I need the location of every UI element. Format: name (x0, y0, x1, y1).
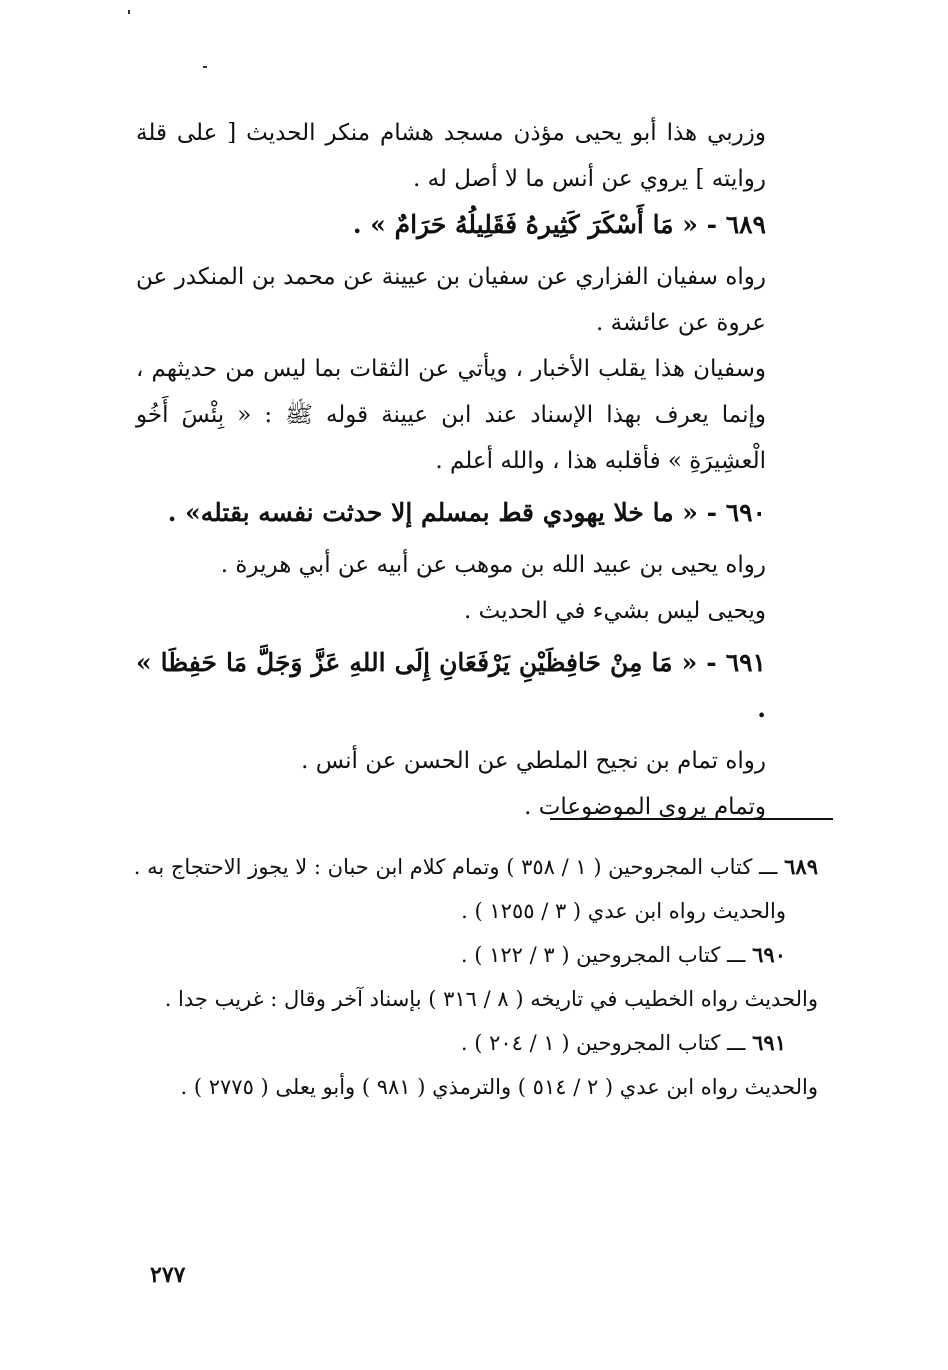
paragraph: وزربي هذا أبو يحيى مؤذن مسجد هشام منكر الحديث [ على قلة روايته ] يروي عن أنس ما لا أصل له . (136, 120, 766, 192)
page-number: ٢٧٧ (150, 1262, 186, 1288)
footnote-divider (550, 818, 833, 820)
footnote-690 (128, 933, 818, 977)
paragraph: وسفيان هذا يقلب الأخبار ، ويأتي عن الثقات بما ليس من حديثهم ، وإنما يعرف بهذا الإسناد عند ابن عيينة قوله ﷺ : « بِئْسَ أَخُو الْعشِيرَةِ » فأقلبه هذا ، والله أعلم . (136, 356, 766, 474)
paragraph: وتمام يروي الموضوعات . (524, 794, 766, 820)
footnote-number: ٦٨٩ (784, 854, 818, 879)
paragraph: رواه يحيى بن عبيد الله بن موهب عن أبيه عن أبي هريرة . (220, 552, 766, 578)
scan-speck (203, 66, 207, 68)
footnote-text: ـــ كتاب المجروحين ( ١ / ٣٥٨ ) وتمام كلام ابن حبان : لا يجوز الاحتجاج به . (133, 855, 778, 879)
footnote-text: ـــ كتاب المجروحين ( ٣ / ١٢٢ ) . (460, 943, 746, 967)
paragraph: ويحيى ليس بشيء في الحديث . (464, 598, 766, 624)
footnotes (128, 845, 818, 1109)
footnote-number: ٦٩١ (752, 1030, 786, 1055)
footnote-691 (128, 1021, 818, 1065)
scan-speck (128, 10, 130, 14)
hadith-690: ٦٩٠ - « ما خلا يهودي قط بمسلم إلا حدثت نفسه بقتله» . (167, 498, 766, 527)
footnote-text: والحديث رواه ابن عدي ( ٣ / ١٢٥٥ ) . (461, 899, 786, 923)
footnote-number: ٦٩٠ (752, 942, 786, 967)
main-text (136, 110, 766, 830)
footnote-689 (128, 845, 818, 889)
footnote-text: والحديث رواه ابن عدي ( ٢ / ٥١٤ ) والترمذي ( ٩٨١ ) وأبو يعلى ( ٢٧٧٥ ) . (180, 1075, 818, 1099)
hadith-689: ٦٨٩ - « مَا أَسْكَرَ كَثِيرهُ فَقَلِيلُهُ حَرَامٌ » . (352, 210, 766, 239)
paragraph: رواه تمام بن نجيح الملطي عن الحسن عن أنس . (301, 748, 766, 774)
hadith-691: ٦٩١ - « مَا مِنْ حَافِظَيْنِ يَرْفَعَانِ إِلَى اللهِ عَزَّ وَجَلَّ مَا حَفِظَا » . (136, 648, 766, 723)
paragraph: رواه سفيان الفزاري عن سفيان بن عيينة عن محمد بن المنكدر عن عروة عن عائشة . (136, 264, 766, 336)
footnote-text: ـــ كتاب المجروحين ( ١ / ٢٠٤ ) . (460, 1031, 746, 1055)
footnote-text: والحديث رواه الخطيب في تاريخه ( ٨ / ٣١٦ ) بإسناد آخر وقال : غريب جدا . (164, 987, 818, 1011)
